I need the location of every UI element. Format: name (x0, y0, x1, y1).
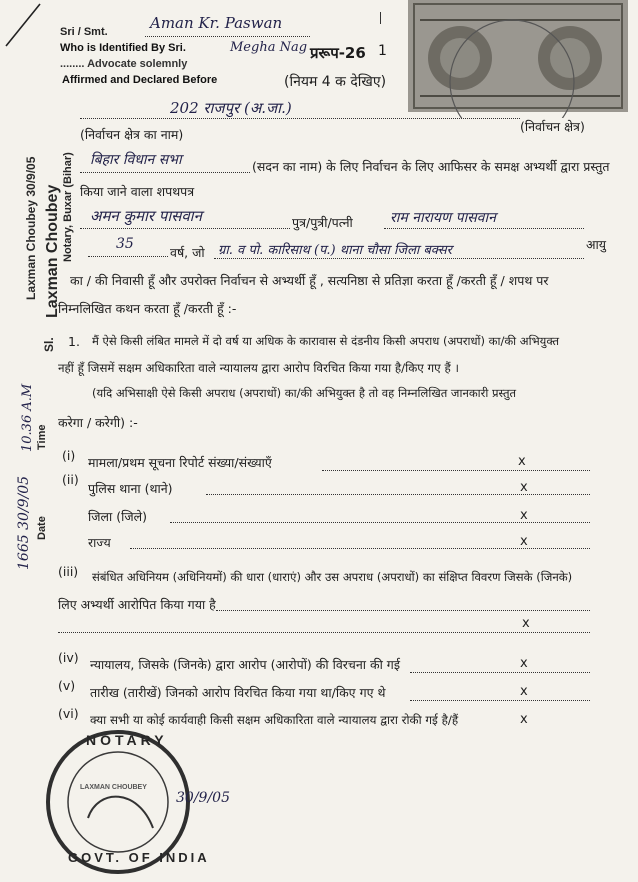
item-ii-line (206, 494, 590, 495)
item-iii-number: (iii) (58, 564, 79, 579)
item-i-text: मामला/प्रथम सूचना रिपोर्ट संख्या/संख्याएँ (88, 455, 272, 470)
candidate-line (80, 228, 290, 229)
margin-stamp-sl: Sl. (42, 337, 56, 352)
age-value: 35 (116, 236, 134, 252)
constituency-label-left: (निर्वाचन क्षेत्र का नाम) (80, 127, 184, 142)
stamp-line1: Sri / Smt. (60, 26, 108, 38)
stamp-name-line (145, 36, 310, 37)
item-i-line (322, 470, 590, 471)
constituency-value: 202 राजपुर (अ.जा.) (170, 99, 292, 117)
stamp-line4: Affirmed and Declared Before (62, 74, 218, 86)
rule-reference: (नियम 4 क देखिए) (284, 74, 387, 90)
resident-text: का / की निवासी हूँ और उपरोक्त निर्वाचन से अभ्यर्थी हूँ , सत्यनिष्ठा से प्रतिज्ञा करता हूँ /करती हूँ / शपथ पर (70, 273, 549, 288)
form-suffix: 1 (378, 43, 387, 59)
district-mark: x (520, 508, 528, 523)
item-ii-text: पुलिस थाना (थाने) (88, 481, 173, 496)
constituency-line (80, 118, 520, 119)
item1-line2: नहीं हूँ जिसमें सक्षम अधिकारिता वाले न्यायालय द्वारा आरोप विरचित किया गया है/किए गए हैं । (58, 361, 459, 375)
item-i-mark: x (518, 454, 526, 469)
item1-line3: (यदि अभिसाक्षी ऐसे किसी अपराध (अपराधों) का/की अभियुक्त है तो वह निम्नलिखित जानकारी प्रस्तुत (92, 386, 517, 400)
district-text: जिला (जिले) (88, 509, 147, 524)
item-vi-mark: x (520, 712, 528, 727)
item-vi-text: क्या सभी या कोई कार्यवाही किसी सक्षम अधिकारिता वाले न्यायालय द्वारा रोकी गई है/हैं (90, 713, 459, 727)
seal-top-text: NOTARY (86, 732, 168, 748)
item-iii-mark: x (522, 616, 530, 631)
revenue-stamp (400, 0, 638, 118)
handwritten-identifier: Megha Nag (230, 40, 308, 55)
age-suffix: आयु (586, 237, 607, 252)
item-iii-line (216, 610, 590, 611)
seal-date-handwritten: 30/9/05 (176, 790, 230, 806)
item1-line1: मैं ऐसे किसी लंबित मामले में दो वर्ष या अधिक के कारावास से दंडनीय किसी अपराध (अपराधों) का/की अभियुक्त (92, 334, 560, 348)
margin-time-handwritten: 10.36 A.M (20, 383, 35, 452)
margin-stamp-place: Notary, Buxar (Bihar) (62, 152, 74, 262)
constituency-label-right: (निर्वाचन क्षेत्र) (520, 119, 585, 134)
form-title: प्ररूप-26 (310, 44, 366, 62)
stamp-line2: Who is Identified By Sri. (60, 42, 186, 54)
seal-bottom-text: GOVT. OF INDIA (68, 850, 210, 865)
item-iii-line1: संबंधित अधिनियम (अधिनियमों) की धारा (धाराएं) और उस अपराध (अपराधों) का संक्षिप्त विवरण जिसके (जिनके) (92, 570, 573, 584)
item-vi-number: (vi) (58, 706, 79, 721)
item1-number: 1. (68, 334, 80, 349)
margin-signature: Laxman Choubey 30/9/05 (24, 156, 38, 300)
margin-date-label: Date (36, 516, 48, 540)
affidavit-text: किया जाने वाला शपथपत्र (80, 184, 195, 199)
item-v-number: (v) (58, 678, 76, 693)
handwritten-name: Aman Kr. Paswan (150, 14, 283, 32)
item-i-number: (i) (62, 448, 76, 463)
corner-mark-icon (0, 0, 60, 60)
item-ii-mark: x (520, 480, 528, 495)
father-line (384, 228, 584, 229)
item-iv-text: न्यायालय, जिसके (जिनके) द्वारा आरोप (आरोपों) की विरचना की गई (90, 657, 400, 672)
age-line (88, 256, 168, 257)
state-mark: x (520, 534, 528, 549)
margin-stamp-name: Laxman Choubey (44, 184, 61, 318)
address-line (214, 258, 584, 259)
house-line (80, 172, 250, 173)
item-iv-line (410, 672, 590, 673)
item-iv-number: (iv) (58, 650, 79, 665)
candidate-name: अमन कुमार पासवान (90, 207, 202, 225)
item-iii-line2: लिए अभ्यर्थी आरोपित किया गया है (58, 597, 216, 612)
father-name: राम नारायण पासवान (390, 210, 496, 226)
item-v-mark: x (520, 684, 528, 699)
item-ii-number: (ii) (62, 472, 79, 487)
age-text: वर्ष, जो (170, 245, 205, 260)
stamp-line3: ........ Advocate solemnly (60, 58, 188, 70)
item-v-text: तारीख (तारीखें) जिनको आरोप विरचित किया गया था/किए गए थे (90, 685, 386, 700)
state-text: राज्य (88, 535, 111, 550)
margin-time-label: Time (36, 424, 48, 450)
house-value: बिहार विधान सभा (90, 152, 182, 168)
item-iv-mark: x (520, 656, 528, 671)
address-value: ग्रा. व पो. कारिसाथ (प.) थाना चौसा जिला बक्सर (218, 243, 452, 258)
son-of-label: पुत्र/पुत्री/पत्नी (292, 215, 353, 230)
item1-line4: करेगा / करेगी) :- (58, 415, 138, 430)
item-iii-line2-dots (58, 632, 590, 633)
seal-center-text: LAXMAN CHOUBEY (80, 784, 147, 791)
house-text: (सदन का नाम) के लिए निर्वाचन के लिए आफिसर के समक्ष अभ्यर्थी द्वारा प्रस्तुत (252, 159, 610, 174)
item-v-line (410, 700, 590, 701)
margin-date-handwritten: 1665 30/9/05 (16, 475, 32, 570)
statement-text: निम्नलिखित कथन करता हूँ /करती हूँ :- (58, 301, 237, 316)
tick-mark (380, 12, 381, 24)
